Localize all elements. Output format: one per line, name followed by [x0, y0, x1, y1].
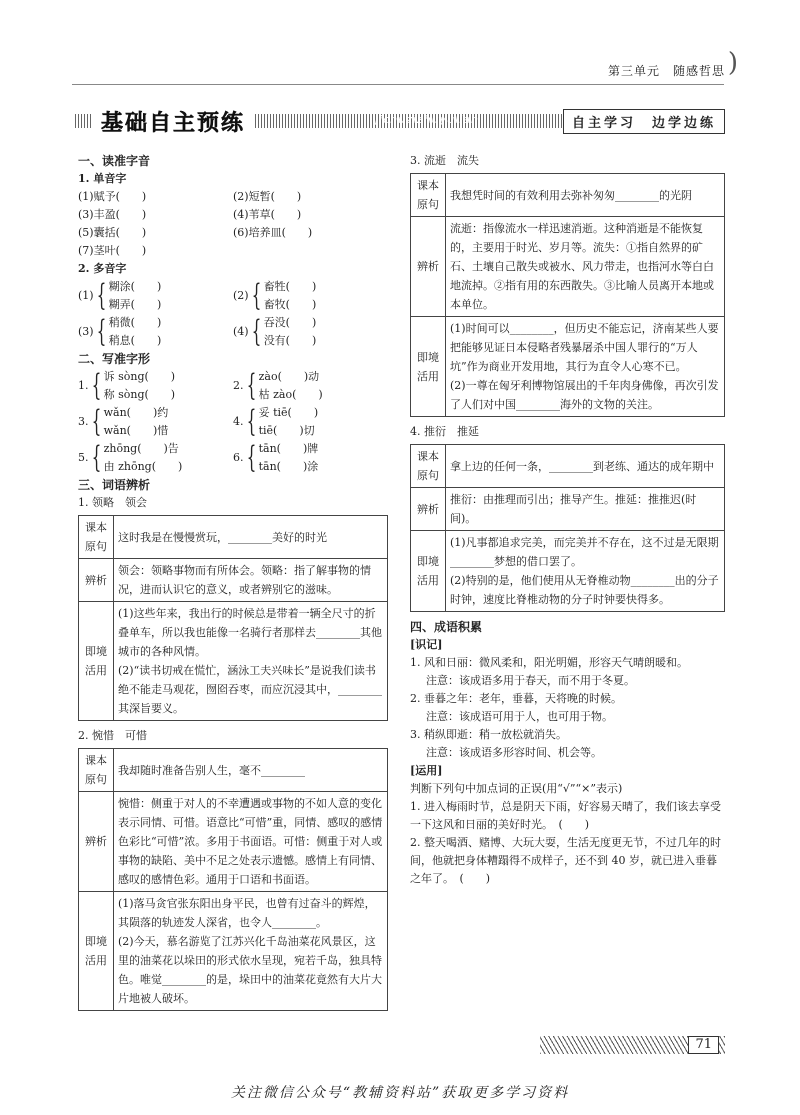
- brace-icon: {: [251, 314, 261, 349]
- section-title: 三、词语辨析: [78, 478, 151, 492]
- brace-icon: {: [96, 278, 106, 313]
- idiom-definition: 3. 稍纵即逝：稍一放松就消失。: [410, 728, 567, 741]
- idiom-note: 注意：该成语多形容时间、机会等。: [426, 746, 602, 759]
- usage-cell: [446, 317, 725, 417]
- left-column: [78, 152, 388, 1017]
- list-item: [233, 440, 388, 476]
- list-item: [233, 404, 388, 440]
- original-sentence: 拿上边的任何一条，________到老练、通达的成年期中: [446, 445, 725, 488]
- banner-pinyin: jichuzizhuyulian: [375, 113, 479, 126]
- item-b: 称 sòng( ): [103, 388, 176, 401]
- item-b: 枯 zào( ): [258, 388, 323, 401]
- row-label: 辨析: [411, 217, 446, 317]
- judge-question: 2. 整天喝酒、赌博、大玩大耍，生活无度更无节，不过几年的时间，他就把身体糟蹋得不成样子，还不到 40 岁，就已进入垂暮之年了。 ( ): [410, 836, 721, 885]
- single-char-list: [78, 188, 388, 260]
- item-a: 畜牲( ): [263, 280, 317, 293]
- list-item: (3)丰盈( ): [78, 208, 147, 221]
- judge-question: 1. 进入梅雨时节，总是阴天下雨，好容易天晴了，我们该去享受一下这风和日丽的美好时光。 ( ): [410, 800, 721, 831]
- word-pair-title: 1. 领略 领会: [78, 496, 147, 509]
- item-a: wǎn( )约: [103, 406, 169, 419]
- item-a: 糊涂( ): [108, 280, 162, 293]
- item-b: tān( )涂: [258, 460, 319, 473]
- word-table: [410, 444, 725, 612]
- row-label: 即境活用: [411, 317, 446, 417]
- brace-icon: {: [246, 368, 256, 403]
- header-divider: [72, 84, 724, 85]
- usage-item: (2)今天，慕名游览了江苏兴化千岛油菜花风景区，这里的油菜花以垛田的形式依水呈现，宛若千岛，独具特色。唯觉________的是，垛田中的油菜花竟然有大片大片地被人破坏。: [118, 935, 382, 1005]
- idiom-item: [410, 690, 725, 726]
- idiom-note: 注意：该成语可用于人，也可用于物。: [426, 710, 613, 723]
- idiom-definition: 2. 垂暮之年：老年，垂暮，天将晚的时候。: [410, 692, 622, 705]
- list-item: (2)短暂( ): [233, 190, 302, 203]
- word-pair-title: 2. 惋惜 可惜: [78, 729, 147, 742]
- item-number: 3.: [78, 415, 89, 428]
- char-form-list: [78, 368, 388, 476]
- item-a: 稍微( ): [108, 316, 162, 329]
- item-a: 诉 sòng( ): [103, 370, 176, 383]
- item-number: 2.: [233, 379, 244, 392]
- page-number: 71: [688, 1036, 719, 1054]
- row-label: 辨析: [79, 559, 114, 602]
- row-label: 即境活用: [411, 531, 446, 612]
- list-item: [78, 368, 233, 404]
- row-label: 课本原句: [411, 174, 446, 217]
- brace-icon: {: [251, 278, 261, 313]
- subsection-title: 2. 多音字: [78, 262, 127, 275]
- right-column: [410, 152, 725, 888]
- idiom-note: 注意：该成语多用于春天，而不用于冬夏。: [426, 674, 635, 687]
- section-title: 四、成语积累: [410, 620, 483, 634]
- item-b: 稍息( ): [108, 334, 162, 347]
- brace-icon: {: [91, 440, 101, 475]
- row-label: 课本原句: [411, 445, 446, 488]
- item-b: 糊弄( ): [108, 298, 162, 311]
- unit-header: 第三单元 随感哲思: [607, 64, 725, 78]
- subsection-title: 1. 单音字: [78, 172, 127, 185]
- brace-icon: {: [246, 440, 256, 475]
- usage-item: (1)落马贪官张东阳出身平民，也曾有过奋斗的辉煌，其陨落的轨迹发人深省，也令人________。: [118, 897, 376, 929]
- row-label: 辨析: [79, 792, 114, 892]
- idiom-definition: 1. 风和日丽：微风柔和，阳光明媚，形容天气晴朗暖和。: [410, 656, 688, 669]
- word-table: [78, 515, 388, 721]
- usage-cell: [114, 602, 388, 721]
- item-number: 6.: [233, 451, 244, 464]
- section-banner: [75, 106, 725, 136]
- original-sentence: 我却随时准备告别人生，毫不________: [114, 749, 388, 792]
- subsection-tag: [识记]: [410, 638, 443, 651]
- page-number-bar: [540, 1036, 725, 1054]
- list-item: (4)苇草( ): [233, 208, 302, 221]
- judge-instruction: 判断下列句中加点词的正误(用“√”“×”表示): [410, 782, 623, 795]
- usage-item: (2)一尊在匈牙利博物馆展出的千年肉身佛像，再次引发了人们对中国________海外的文物的关注。: [450, 379, 719, 411]
- item-number: 5.: [78, 451, 89, 464]
- item-number: (1): [78, 289, 94, 302]
- usage-item: (1)这些年来，我出行的时候总是带着一辆全尺寸的折叠单车，所以我也能像一名骑行者那样去________其他城市的各种风情。: [118, 607, 382, 658]
- analysis-text: 领会：领略事物而有所体会。领略：指了解事物的情况，进而认识它的意义，或者辨别它的滋味。: [114, 559, 388, 602]
- usage-item: (1)时间可以________，但历史不能忘记，济南某些人要把能够见证日本侵略者残暴屠杀中国人罪行的“万人坑”作为商业开发用地，其行为直令人心寒不已。: [450, 322, 719, 373]
- analysis-text: 推衍：由推理而引出；推导产生。推延：推推迟(时间)。: [446, 488, 725, 531]
- original-sentence: 这时我是在慢慢赏玩，________美好的时光: [114, 516, 388, 559]
- row-label: 即境活用: [79, 602, 114, 721]
- word-table: [78, 748, 388, 1011]
- item-number: (3): [78, 325, 94, 338]
- row-label: 即境活用: [79, 892, 114, 1011]
- banner-slogan: 自主学习 边学边练: [563, 109, 725, 134]
- section-title: 二、写准字形: [78, 352, 151, 366]
- idiom-item: [410, 726, 725, 762]
- usage-item: (1)凡事都追求完美，而完美并不存在，这不过是无限期________梦想的借口罢了。: [450, 536, 719, 568]
- row-label: 辨析: [411, 488, 446, 531]
- usage-cell: [446, 531, 725, 612]
- item-b: 畜牧( ): [263, 298, 317, 311]
- list-item: (1)赋予( ): [78, 190, 147, 203]
- list-item: [233, 314, 388, 350]
- list-item: [78, 278, 233, 314]
- brace-icon: {: [91, 368, 101, 403]
- list-item: (5)囊括( ): [78, 226, 147, 239]
- list-item: (6)培养皿( ): [233, 226, 313, 239]
- list-item: (7)茎叶( ): [78, 244, 147, 257]
- header-brace: ): [727, 48, 738, 78]
- usage-item: (2)特别的是，他们使用从无脊椎动物________出的分子时钟，速度比脊椎动物的分子时钟要快得多。: [450, 574, 719, 606]
- analysis-text: 流逝：指像流水一样迅速消逝。这种消逝是不能恢复的，主要用于时光、岁月等。流失：①指自然界的矿石、土壤自己散失或被水、风力带走，也指河水等白白地流掉。②指有用的东西散失。③比喻人员离开本地或本单位。: [446, 217, 725, 317]
- word-pair-title: 3. 流逝 流失: [410, 154, 479, 167]
- list-item: [233, 278, 388, 314]
- word-table: [410, 173, 725, 417]
- row-label: 课本原句: [79, 516, 114, 559]
- item-number: (4): [233, 325, 249, 338]
- brace-icon: {: [246, 404, 256, 439]
- section-title: 一、读准字音: [78, 154, 151, 168]
- item-a: tān( )牌: [258, 442, 319, 455]
- banner-title: 基础自主预练: [93, 106, 253, 137]
- item-b: wǎn( )惜: [103, 424, 169, 437]
- item-number: 4.: [233, 415, 244, 428]
- multi-char-list: [78, 278, 388, 350]
- item-a: zào( )动: [258, 370, 320, 383]
- item-b: tiē( )切: [258, 424, 315, 437]
- brace-icon: {: [96, 314, 106, 349]
- item-a: zhōng( )告: [103, 442, 179, 455]
- item-number: 1.: [78, 379, 89, 392]
- word-pair-title: 4. 推衍 推延: [410, 425, 479, 438]
- footer-note: 关注微信公众号“教辅资料站”获取更多学习资料: [230, 1085, 570, 1101]
- item-a: 妥 tiē( ): [258, 406, 319, 419]
- list-item: [233, 368, 388, 404]
- usage-item: (2)“读书切戒在慌忙，涵泳工夫兴味长”是说我们读书绝不能走马观花，囫囵吞枣，而应沉浸其中，________其深旨要义。: [118, 664, 382, 715]
- item-a: 吞没( ): [263, 316, 317, 329]
- original-sentence: 我想凭时间的有效利用去弥补匆匆________的光阴: [446, 174, 725, 217]
- usage-cell: [114, 892, 388, 1011]
- idiom-item: [410, 654, 725, 690]
- row-label: 课本原句: [79, 749, 114, 792]
- item-number: (2): [233, 289, 249, 302]
- analysis-text: 惋惜：侧重于对人的不幸遭遇或事物的不如人意的变化表示同情、可惜。语意比“可惜”重，同情、感叹的感情色彩比“可惜”浓。多用于书面语。可惜：侧重于对人或事物的缺陷、美中不足之处表示遗憾。感情上有同情、感叹的感情色彩。通用于口语和书面语。: [114, 792, 388, 892]
- list-item: [78, 440, 233, 476]
- item-b: 没有( ): [263, 334, 317, 347]
- list-item: [78, 404, 233, 440]
- brace-icon: {: [91, 404, 101, 439]
- subsection-tag: [运用]: [410, 764, 443, 777]
- list-item: [78, 314, 233, 350]
- item-b: 由 zhōng( ): [103, 460, 183, 473]
